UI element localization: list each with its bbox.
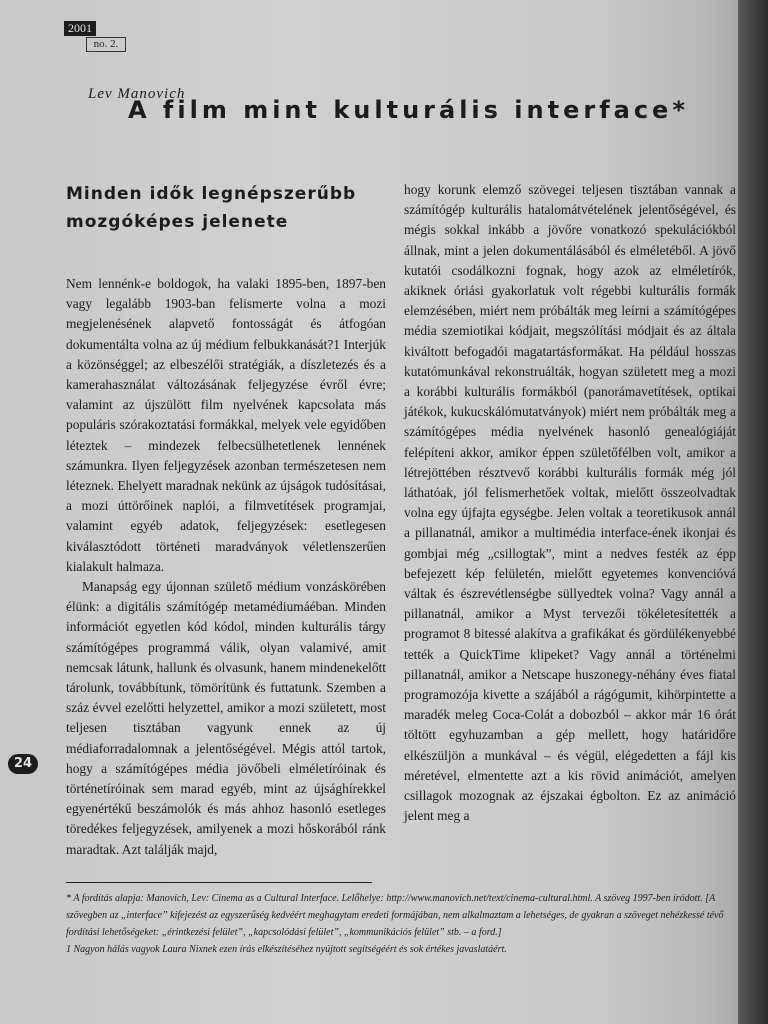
left-paragraph-1: Nem lennénk-e boldogok, ha valaki 1895-ben, 1897-ben vagy legalább 1903-ban felismerte volna a mozi megjelenésének alapvető fontosságát és átfogóan dokumentálta volna az új médium felbukkanását?1 Interjúk a közönséggel; az elbeszélői stratégiák, a díszletezés és a kamerahasználat változásának feljegyzése évről évre; valamint az újszülött film nyelvének kapcsolata más populáris szórakoztatási formákkal, melyek vele egyidőben léteztek – mindezek felbecsülhetetlenek lennének számunkra. Ilyen feljegyzések azonban természetesen nem léteznek. Ehelyett maradnak nekünk az újságok tudósításai, a mozi úttörőinek naplói, a filmvetítések programjai, valamint egyéb adatok, feljegyzések: esetlegesen kiválasztódott történeti maradványok véletlenszerűen kialakult halmaza. [66,276,386,574]
book-spine-shadow [738,0,768,1024]
issue-number-badge: no. 2. [86,37,126,52]
left-paragraph-2: Manapság egy újonnan születő médium vonzáskörében élünk: a digitális számítógép metamédiumáéban. Minden információt egyetlen kód kódol, minden kulturális tárgy számítógépes programmá válik, olyan valamivé, amit nemcsak látunk, hallunk és olvasunk, hanem mindenekelőtt tárolunk, továbbítunk, tömörítünk és futtatunk. Szemben a száz évvel ezelőtti helyzettel, amikor a mozi született, most teljesen tisztában vagyunk ennek az új médiaforradalomnak a jelentőségével. Mégis attól tartok, hogy a számítógépes média jövőbeli elméletíróinak és történetíróinak sem marad egyéb, mint az újsághírekkel egyenértékű beszámolók és más ahhoz hasonló esetleges töredékes feljegyzések, amilyenek a mozi hőskorából ránk maradtak. Azt találják majd, [66,579,386,857]
article-author: Lev Manovich [88,86,186,102]
issue-year-badge: 2001 [64,21,96,36]
footnotes [66,890,736,958]
left-column [66,180,386,860]
footnote-divider [66,882,372,883]
footnote-translation: * A fordítás alapja: Manovich, Lev: Cinema as a Cultural Interface. Lelőhelye: http://www.manovich.net/text/cinema-cultural.html. A szöveg 1997-ben íródott. [A szövegben az „interface” kifejezést az egyszerűség kedvéért meghagytam eredeti formájában, nem alkalmaztam a lehetséges, de gyakran a szöveget nehézkessé tévő fordítási lehetőségeket: „érintkezési felület”, „kapcsolódási felület”, „kommunikációs felület” stb. – a ford.] [66,893,724,938]
article-title: A film mint kulturális interface* [128,96,689,124]
footnote-1: 1 Nagyon hálás vagyok Laura Nixnek ezen írás elkészítéséhez nyújtott segítségéért és sok értékes javaslatáért. [66,944,507,955]
page-number: 24 [8,754,38,774]
right-paragraph-1: hogy korunk elemző szövegei teljesen tisztában vannak a számítógép kulturális hatalomátvételének jelentőségével, és mégis sokkal inkább a jövőre vonatkozó spekulációkból állnak, mint a jelen dokumentálásából és elméletéből. A jövő kutatói csodálkozni fognak, hogy azok az elméletírók, akiknek óriási gyakorlatuk volt régebbi kulturális formák elemzésében, miért nem próbálták meg leírni a számítógépes média szemiotikai kódjait, megszólítási módjait és az általa kiváltott befogadói magatartásformákat. Ha például hosszas kutatómunkával rekonstruálták, hogyan született meg a mozi a korábbi kulturális formákból (panorámavetítések, optikai játékok, kukucskálómutatványok) miért nem próbálták meg a számítógépes média nyelvének hasonló genealógiáját felépíteni akkor, amikor éppen születőfélben volt, amikor a létrejöttében résztvevő korábbi kulturális formák még jól láthatóak, jól felismerhetőek voltak, mielőtt összeolvadtak volna egy újfajta egységbe. Jelen voltak a teoretikusok annál a pillanatnál, amikor a multimédia interface-ének ikonjai és gombjai még „csillogtak”, mint a nedves festék az épp befejezett kép felületén, mielőtt egyetemes konvencióvá váltak és észrevétlenségbe süllyedtek volna? Vagy annál a pillanatnál, amikor a Myst tervezői tökéletesítették a programot 8 bitessé alakítva a grafikákat és gördülékenyebbé tették a QuickTime klipeket? Vagy annál a történelmi pillanatnál, amikor a Netscape huszonegy-néhány éves fiatal programozója kivette a szájából a rágógumit, kihörpintette a maradék meleg Coca-Colát a dobozból – akkor már 16 órát töltött egyhuzamban a gép mellett, hogy határidőre elkészüljön a munkával – és végül, elégedetten a fájl kis méretével, elmentette azt a kis rövid animációt, amelyen csillagok mozognak az éjszakai égbolton. Ez az animáció jelent meg a [404,182,736,824]
right-column [404,180,736,827]
section-heading: Minden idők legnépszerűbb mozgóképes jelenete [66,184,357,232]
